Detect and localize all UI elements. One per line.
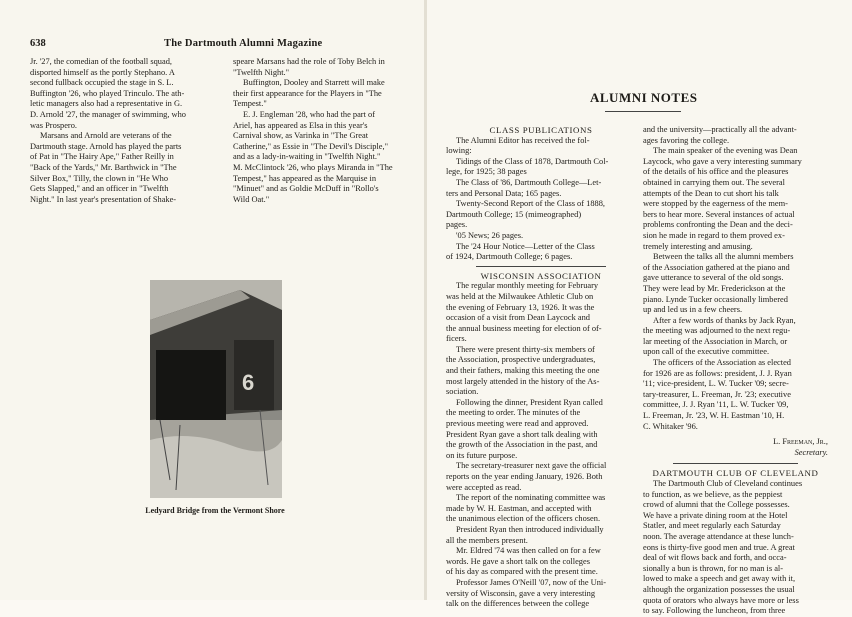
text-line: the evening of February 13, 1926. It was the <box>446 302 595 312</box>
text-line: piano. Lynde Tucker occasionally limbered <box>643 294 788 304</box>
text-line: previous meeting were read and approved. <box>446 419 589 429</box>
text-line: The Dartmouth Club of Cleveland continues <box>653 479 803 488</box>
text-line: There were present thirty-six members of <box>456 344 595 354</box>
text-line: and as a lady-in-waiting in "Twelfth Night." <box>233 152 381 162</box>
section-rule <box>673 463 798 464</box>
text-line: lowed to make a speech and get away with it, <box>643 574 796 584</box>
text-line: of the details of his office and the pleasures <box>643 167 789 177</box>
text-line: Tempest." <box>233 99 267 109</box>
text-line: the unanimous election of the officers chosen. <box>446 514 601 524</box>
text-line: were accepted as read. <box>446 482 522 492</box>
text-line: D. Arnold '27, the manager of swimming, who <box>30 109 186 119</box>
text-line: tremely interesting and amusing. <box>643 241 753 251</box>
text-line: of his day as compared with the present time. <box>446 567 598 577</box>
text-line: Wild Oat." <box>233 194 270 204</box>
bridge-photo-figure <box>150 280 282 498</box>
text-line: sociation. <box>446 387 479 397</box>
text-line: '11; vice-president, L. W. Tucker '09; secre- <box>643 379 789 389</box>
text-line: was Prospero. <box>30 120 77 130</box>
text-line: was held at the Milwaukee Athletic Club on <box>446 291 594 301</box>
text-line: words. He gave a short talk on the colleges <box>446 556 590 566</box>
text-line: Tidings of the Class of 1878, Dartmouth Col- <box>456 156 609 166</box>
text-line: "Twelfth Night." <box>233 67 290 77</box>
bridge-photo <box>150 280 282 498</box>
text-line: The regular monthly meeting for February <box>456 281 599 291</box>
text-line: of Pat in "The Hairy Ape," Father Reilly in <box>30 152 174 162</box>
text-line: to say. Following the luncheon, from three <box>643 606 786 616</box>
text-line: C. Whitaker '96. <box>643 421 698 431</box>
text-line: ficers. <box>446 334 467 344</box>
text-line: and their fathers, making this meeting the one <box>446 366 600 376</box>
text-line: quota of orators who always have more or less <box>643 595 799 605</box>
text-line: on its future purpose. <box>446 450 518 460</box>
text-line: disported himself as the portly Stephano. A <box>30 67 175 77</box>
text-line: obtained in carrying them out. The several <box>643 177 785 187</box>
text-line: of the Association gathered at the piano and <box>643 262 790 272</box>
text-line: The secretary-treasurer next gave the official <box>456 461 607 471</box>
photo-caption: Ledyard Bridge from the Vermont Shore <box>145 506 285 515</box>
text-line: up and led us in a few cheers. <box>643 305 743 315</box>
text-line: "Back of the Yards," Mr. Barthwick in "The <box>30 162 177 172</box>
wisconsin-heading: WISCONSIN ASSOCIATION <box>480 270 602 281</box>
text-line: The Alumni Editor has received the fol- <box>456 135 590 145</box>
text-line: of 1924, Dartmouth College; 6 pages. <box>446 252 573 262</box>
text-line: ages favoring the college. <box>643 135 730 145</box>
left-page <box>0 0 424 600</box>
title-rule <box>605 111 681 112</box>
text-line: Jr. '27, the comedian of the football squad, <box>30 57 172 66</box>
secretary-title: Secretary. <box>794 447 828 457</box>
text-line: Buffington '26, who played Trinculo. The ath- <box>30 88 185 98</box>
text-line: lowing: <box>446 146 472 156</box>
right-column-2 <box>643 125 828 617</box>
text-line: President Ryan then introduced individually <box>456 524 604 534</box>
text-line: deal of wit flows back and forth, and occa- <box>643 553 787 563</box>
text-line: eons is thirty-five good men and true. A great <box>643 542 795 552</box>
text-line: gave utterance to several of the old songs. <box>643 273 784 283</box>
section-rule <box>476 266 606 267</box>
section-title: ALUMNI NOTES <box>590 90 698 105</box>
text-line: although the organization possesses the usual <box>643 584 795 594</box>
text-line: M. McClintock '26, who plays Miranda in "The <box>233 162 393 172</box>
text-line: President Ryan gave a short talk dealing with <box>446 429 598 439</box>
text-line: The report of the nominating committee was <box>456 493 606 503</box>
text-line: upon call of the executive committee. <box>643 347 770 357</box>
text-line: sion he made in regard to them proved ex- <box>643 230 785 240</box>
cleveland-heading: DARTMOUTH CLUB OF CLEVELAND <box>652 468 819 479</box>
text-line: Catherine," as Essie in "The Devil's Disciple," <box>233 141 389 151</box>
text-line: Night." In last year's presentation of Shake- <box>30 194 177 204</box>
text-line: Laycock, who gave a very interesting summary <box>643 156 802 166</box>
text-line: L. Freeman, Jr. '23, W. H. Eastman '10, H. <box>643 411 785 421</box>
text-line: Gets Slapped," and an officer in "Twelfth <box>30 184 169 194</box>
text-line: The Class of '86, Dartmouth College—Let- <box>456 177 602 187</box>
text-line: the meeting to order. The minutes of the <box>446 408 581 418</box>
text-line: problems confronting the Dean and the deci- <box>643 220 793 230</box>
text-line: Dartmouth College; 15 (mimeographed) <box>446 209 582 219</box>
text-line: were stopped by the eagerness of the mem- <box>643 199 788 209</box>
text-line: sionally a bun is thrown, for no man is al- <box>643 563 784 573</box>
text-line: lar meeting of the Association in March, or <box>643 336 788 346</box>
text-line: the meeting was adjourned to the next regu- <box>643 326 791 336</box>
text-line: ters and Personal Data; 165 pages. <box>446 188 562 198</box>
text-line: letic managers also had a representative in G. <box>30 99 183 109</box>
text-line: The main speaker of the evening was Dean <box>653 146 798 156</box>
text-line: '05 News; 26 pages. <box>456 230 524 240</box>
left-column-1 <box>30 57 224 205</box>
text-line: Tempest," has appeared as the Marquise in <box>233 173 377 183</box>
page-number: 638 <box>30 38 46 49</box>
text-line: speare Marsans had the role of Toby Belch in <box>233 57 385 66</box>
text-line: occasion of a visit from Dean Laycock and <box>446 313 590 323</box>
text-line: Marsans and Arnold are veterans of the <box>40 131 172 141</box>
text-line: Mr. Eldred '74 was then called on for a few <box>456 546 601 556</box>
text-line: reports on the year ending January, 1926. Both <box>446 472 603 481</box>
text-line: Ariel, has appeared as Elsa in this year's <box>233 120 368 130</box>
text-line: Professor James O'Neill '07, now of the Uni- <box>456 577 607 587</box>
text-line: made by W. H. Eastman, and accepted with <box>446 503 592 513</box>
text-line: tary-treasurer, L. Freeman, Jr. '23; executive <box>643 389 791 399</box>
text-line: noon. The average attendance at these lunch- <box>643 531 794 541</box>
text-line: and the university—practically all the advant- <box>643 125 797 134</box>
text-line: Silver Box," Tilly, the clown in "He Who <box>30 173 169 183</box>
class-publications-heading: CLASS PUBLICATIONS <box>489 125 593 135</box>
text-line: lege, for 1925; 38 pages <box>446 167 527 177</box>
text-line: for 1926 are as follows: president, J. J. Ryan <box>643 368 792 378</box>
text-line: After a few words of thanks by Jack Ryan, <box>653 315 796 325</box>
text-line: crowd of alumni that the College possesses. <box>643 500 790 510</box>
text-line: the growth of the Association in the past, and <box>446 440 598 450</box>
svg-text:6: 6 <box>242 370 255 395</box>
text-line: Dartmouth stage. Arnold has played the parts <box>30 141 182 151</box>
text-line: "Minuet" and as Goldie McDuff in "Rollo's <box>233 184 379 194</box>
text-line: Buffington, Dooley and Starrett will make <box>243 78 385 88</box>
text-line: their first appearance for the Players in "The <box>233 88 382 98</box>
text-line: Twenty-Second Report of the Class of 1888, <box>456 199 605 209</box>
text-line: Statler, and meet regularly each Saturday <box>643 521 781 531</box>
text-line: the Association, prospective undergraduates, <box>446 355 596 365</box>
text-line: talk on the differences between the college <box>446 599 590 609</box>
secretary-signature: L. Freeman, Jr., <box>773 437 828 447</box>
text-line: The officers of the Association as elected <box>653 358 791 368</box>
text-line: pages. <box>446 220 468 230</box>
magazine-title: The Dartmouth Alumni Magazine <box>164 38 323 49</box>
right-column-1 <box>446 125 636 610</box>
text-line: We have a private dining room at the Hotel <box>643 510 788 520</box>
text-line: The '24 Hour Notice—Letter of the Class <box>456 241 595 251</box>
text-line: Between the talks all the alumni members <box>653 252 794 262</box>
text-line: all the members present. <box>446 535 528 545</box>
text-line: bers to hear more. Several instances of actual <box>643 209 795 219</box>
text-line: most largely attended in the history of the As- <box>446 376 600 386</box>
text-line: They were lead by Mr. Frederickson at the <box>643 283 786 293</box>
text-line: Following the dinner, President Ryan called <box>456 397 603 407</box>
text-line: versity of Wisconsin, gave a very interesting <box>446 588 596 598</box>
left-column-2 <box>233 57 419 205</box>
text-line: committee, J. J. Ryan '11, L. W. Tucker '09, <box>643 400 789 410</box>
text-line: to function, as we believe, as the peppiest <box>643 489 783 499</box>
text-line: the annual business meeting for election of of- <box>446 323 602 333</box>
text-line: attempts of the Dean to cut short his talk <box>643 188 779 198</box>
text-line: second fullback occupied the stage in S. L. <box>30 78 174 88</box>
text-line: E. J. Engleman '28, who had the part of <box>243 109 375 119</box>
text-line: Carnival show, as Varinka in "The Great <box>233 131 369 141</box>
